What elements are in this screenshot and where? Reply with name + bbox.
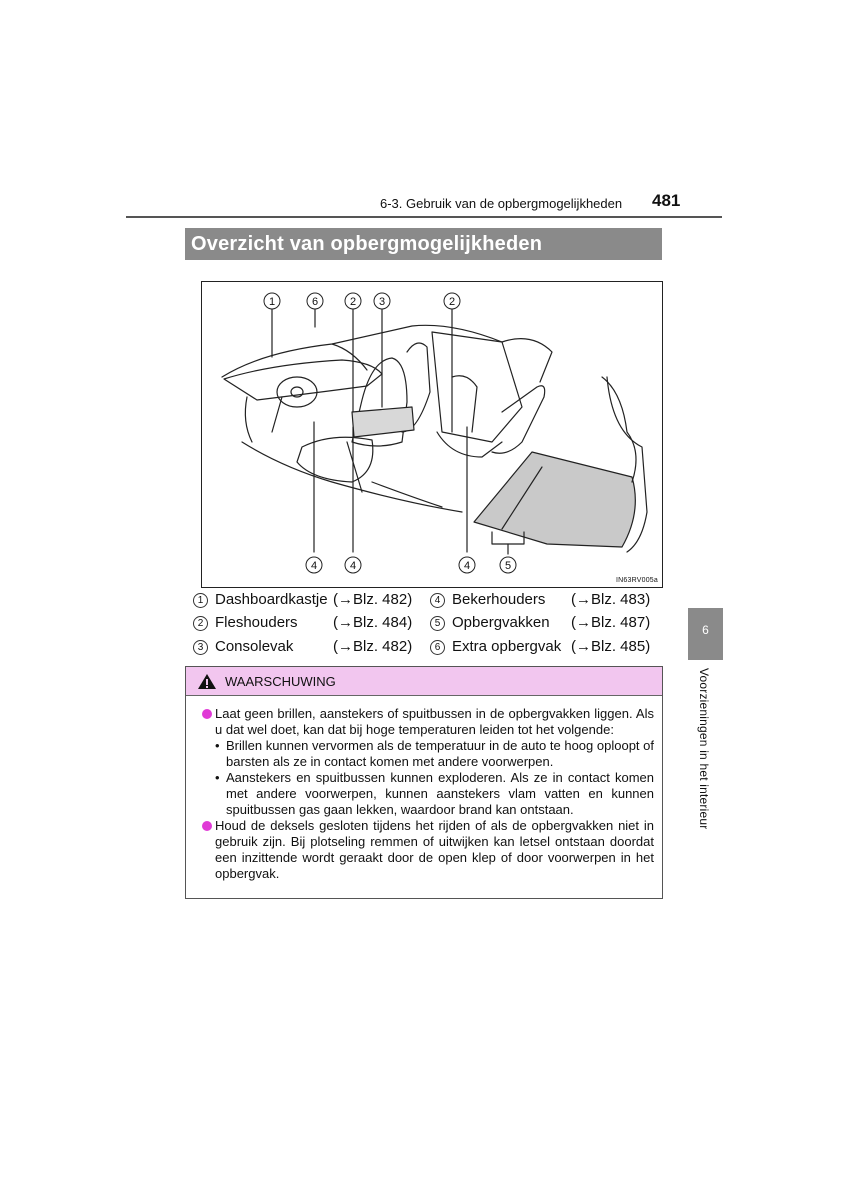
legend-ref: (→Blz. 485) [571,638,651,655]
warning-heading: WAARSCHUWING [225,673,336,689]
legend-label: Bekerhouders [452,591,546,608]
legend-ref: (→Blz. 487) [571,614,651,631]
warning-header [186,667,662,696]
legend-label: Extra opbergvak [452,638,562,655]
figure-code: IN63RV005a [616,577,658,584]
car-interior-drawing [202,282,662,587]
legend-item [430,613,550,633]
warning-triangle-icon [197,673,217,690]
legend-item [193,637,293,657]
legend-ref: (→Blz. 484) [333,614,413,631]
page-number: 481 [652,191,681,210]
chapter-title: Voorzieningen in het interieur [697,668,711,830]
chapter-tab: 6 [688,608,723,660]
legend-label: Dashboardkastje [215,591,328,608]
callout-2b: 2 [448,296,456,308]
section-header: 6-3. Gebruik van de opbergmogelijkheden [380,196,623,211]
warning-item: Laat geen brillen, aanstekers of spuitbussen in de opbergvakken liggen. Als u dat wel doet, kan dat bij hoge temperaturen leiden tot het volgende: [201,706,654,738]
legend-number: 4 [430,593,445,608]
header-rule [126,216,722,218]
legend-label: Opbergvakken [452,614,550,631]
callout-4a: 4 [310,560,318,572]
warning-subitem: • Aanstekers en spuitbussen kunnen exploderen. Als ze in contact komen met andere voorwerpen, kunnen aanstekers vlam vatten en kunnen spuitbussen gas gaan lekken, waardoor brand kan ontstaan. [201,770,654,818]
legend-number: 3 [193,640,208,655]
legend-number: 6 [430,640,445,655]
legend-ref: (→Blz. 482) [333,591,413,608]
legend-item [430,637,561,657]
legend-label: Consolevak [215,638,294,655]
legend-number: 1 [193,593,208,608]
interior-illustration [201,281,663,588]
legend-label: Fleshouders [215,614,298,631]
callout-5: 5 [504,560,512,572]
warning-box [185,666,663,899]
legend-item [430,590,545,610]
callout-4b: 4 [349,560,357,572]
callout-4c: 4 [463,560,471,572]
callout-3: 3 [378,296,386,308]
warning-item: Houd de deksels gesloten tijdens het rijden of als de opbergvakken niet in gebruik zijn. Bij plotseling remmen of uitwijken kan letsel ontstaan doordat een inzittende wordt geraakt door de open klep of door voorwerpen in het opbergvak. [201,818,654,882]
page-title: Overzicht van opbergmogelijkheden [185,228,662,260]
legend-ref: (→Blz. 482) [333,638,413,655]
legend-number: 2 [193,616,208,631]
warning-body [186,696,662,882]
callout-1: 1 [268,296,276,308]
warning-subitem: • Brillen kunnen vervormen als de temperatuur in de auto te hoog oploopt of barsten als ze in contact komen met andere voorwerpen. [201,738,654,770]
legend-ref: (→Blz. 483) [571,591,651,608]
callout-2a: 2 [349,296,357,308]
legend-item [193,613,298,633]
legend-number: 5 [430,616,445,631]
callout-6: 6 [311,296,319,308]
legend-item [193,590,328,610]
